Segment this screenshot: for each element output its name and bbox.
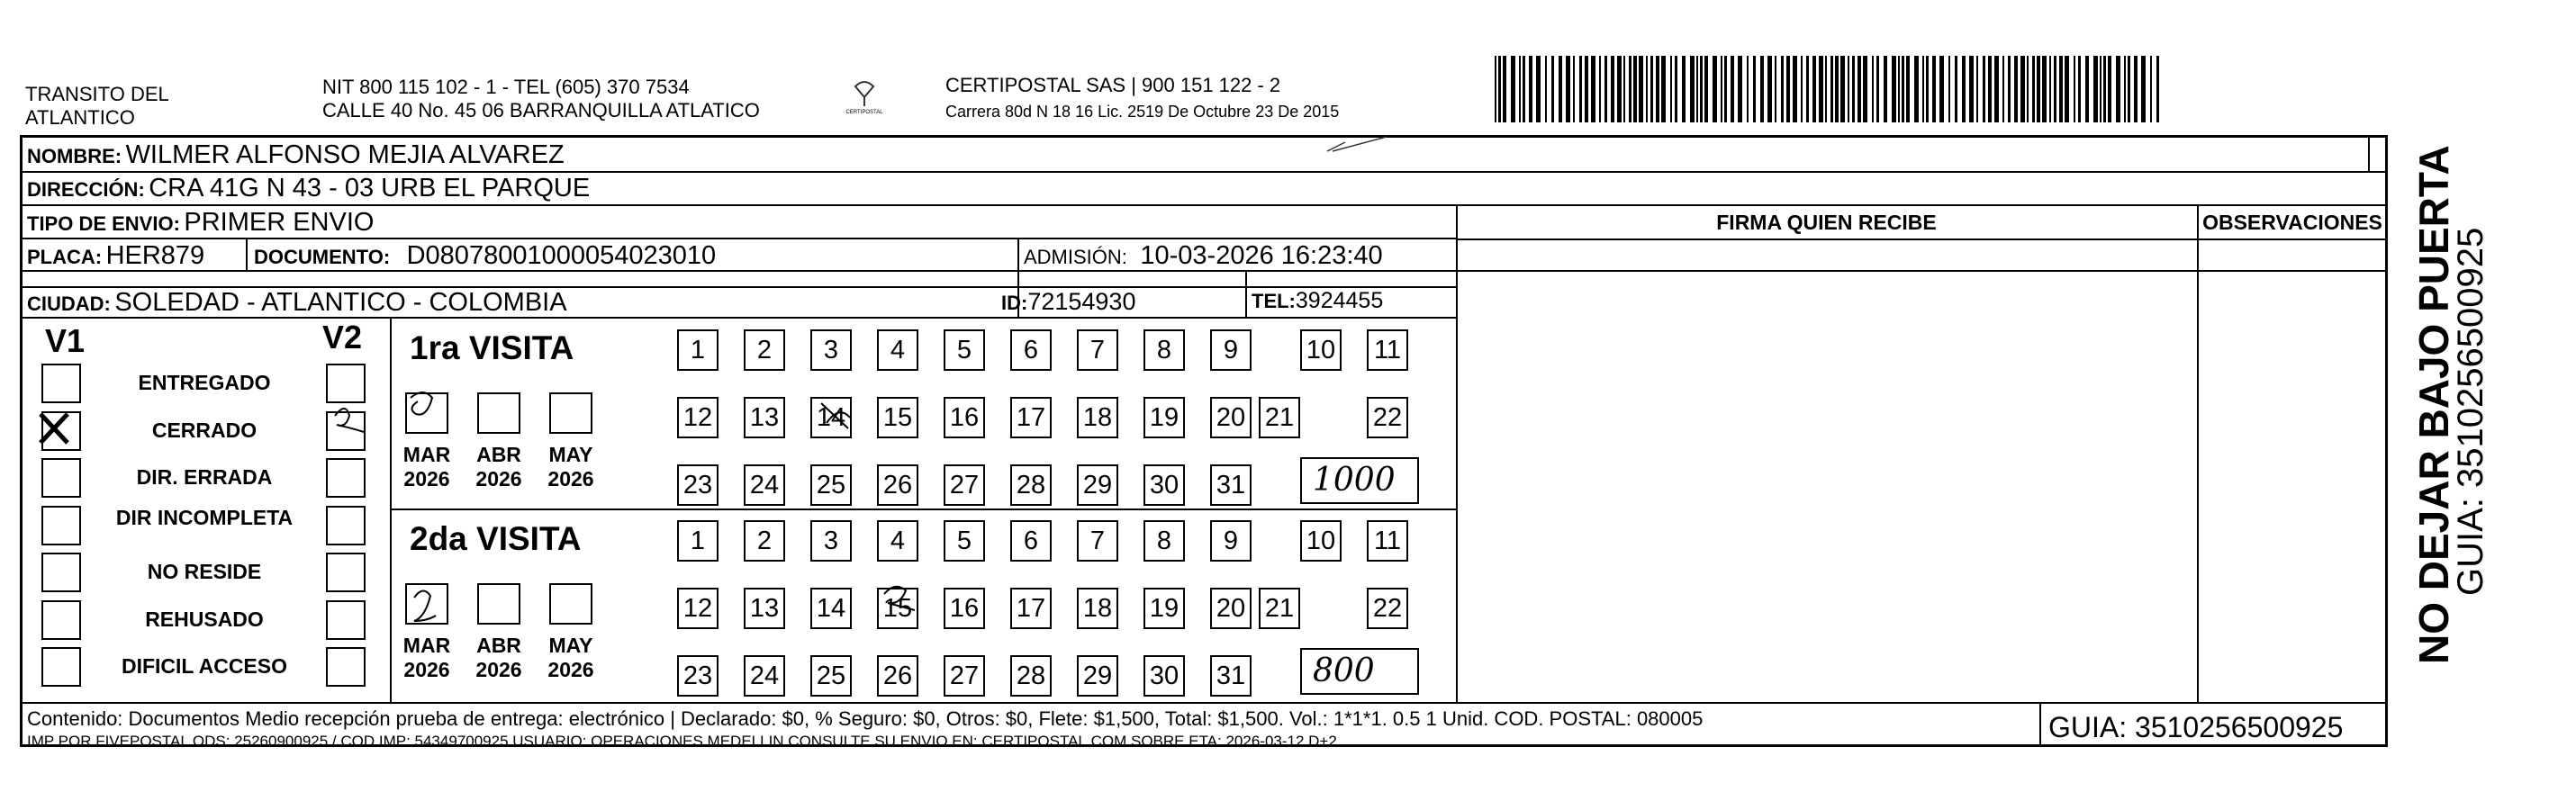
day-box-second-19[interactable]: 19	[1143, 588, 1185, 629]
courier-license: Carrera 80d N 18 16 Lic. 2519 De Octubre 23 De 2015	[945, 103, 1340, 121]
id-value: 72154930	[1027, 288, 1136, 315]
day-box-first-2[interactable]: 2	[744, 329, 785, 371]
day-box-second-2[interactable]: 2	[744, 520, 785, 562]
day-box-first-22[interactable]: 22	[1367, 397, 1408, 438]
month-label-second-mar: MAR 2026	[402, 634, 451, 681]
contenido-line: Contenido: Documentos Medio recepción prueba de entrega: electrónico | Declarado: $0, % Seguro: $0, Otros: $0, Flete: $1,500, Total: $1,500. Vol.: 1*1*1. 0.5 1 Unid. COD. POSTAL: 080005	[27, 707, 1704, 730]
month-label-first-may: MAY 2026	[547, 443, 594, 490]
day-box-second-24[interactable]: 24	[744, 655, 785, 697]
day-box-second-23[interactable]: 23	[677, 655, 719, 697]
status-label-no-reside: NO RESIDE	[147, 560, 262, 583]
day-box-second-17[interactable]: 17	[1010, 588, 1052, 629]
day-box-first-7[interactable]: 7	[1077, 329, 1118, 371]
status-label-dir-errada: DIR. ERRADA	[136, 465, 273, 489]
day-box-second-29[interactable]: 29	[1077, 655, 1118, 697]
status-label-entregado: ENTREGADO	[138, 371, 271, 394]
day-box-first-6[interactable]: 6	[1010, 329, 1052, 371]
placa-value: HER879	[105, 241, 205, 270]
day-box-first-24[interactable]: 24	[744, 464, 785, 506]
day-box-second-30[interactable]: 30	[1143, 655, 1185, 697]
day-box-first-9[interactable]: 9	[1210, 329, 1252, 371]
guia-box: GUIA: 3510256500925	[2048, 711, 2344, 743]
day-box-second-5[interactable]: 5	[944, 520, 985, 562]
first-visit-title: 1ra VISITA	[410, 329, 574, 366]
ciudad-value: SOLEDAD - ATLANTICO - COLOMBIA	[114, 288, 567, 317]
day-box-second-12[interactable]: 12	[677, 588, 719, 629]
handwritten-time-first: 1000	[1313, 462, 1396, 499]
month-label-second-may: MAY 2026	[547, 634, 594, 681]
month-label-first-mar: MAR 2026	[402, 443, 451, 490]
day-box-second-26[interactable]: 26	[877, 655, 918, 697]
day-box-second-8[interactable]: 8	[1143, 520, 1185, 562]
day-box-first-1[interactable]: 1	[677, 329, 719, 371]
v2-scribble	[335, 409, 364, 432]
entity-line2: ATLANTICO	[25, 106, 135, 129]
day-box-second-18[interactable]: 18	[1077, 588, 1118, 629]
day-box-second-6[interactable]: 6	[1010, 520, 1052, 562]
day-box-second-31[interactable]: 31	[1210, 655, 1252, 697]
day-box-second-20[interactable]: 20	[1210, 588, 1252, 629]
day-box-second-4[interactable]: 4	[877, 520, 918, 562]
handwritten-time-second: 800	[1313, 652, 1375, 689]
day-box-first-28[interactable]: 28	[1010, 464, 1052, 506]
day-box-first-18[interactable]: 18	[1077, 397, 1118, 438]
day-box-first-11[interactable]: 11	[1367, 329, 1408, 371]
day-box-second-21[interactable]: 21	[1259, 588, 1300, 629]
side-guia: GUIA: 3510256500925	[2451, 227, 2490, 596]
day-box-first-27[interactable]: 27	[944, 464, 985, 506]
day-box-second-25[interactable]: 25	[810, 655, 852, 697]
day15-scribble	[884, 587, 915, 610]
nombre-label: NOMBRE:	[27, 145, 122, 167]
day-box-second-7[interactable]: 7	[1077, 520, 1118, 562]
documento-value: D08078001000054023010	[406, 241, 717, 270]
month-label-second-abr: ABR 2026	[475, 634, 522, 681]
day-box-second-10[interactable]: 10	[1300, 520, 1342, 562]
placa-label: PLACA:	[27, 246, 103, 268]
tel-label: TEL:	[1252, 290, 1296, 312]
tipo-envio-value: PRIMER ENVIO	[184, 208, 375, 237]
day-box-first-12[interactable]: 12	[677, 397, 719, 438]
name-scribble	[1327, 137, 1387, 151]
day-box-second-16[interactable]: 16	[944, 588, 985, 629]
day-box-first-17[interactable]: 17	[1010, 397, 1052, 438]
day-box-first-19[interactable]: 19	[1143, 397, 1185, 438]
day-box-first-21[interactable]: 21	[1259, 397, 1300, 438]
day-box-second-15[interactable]: 15	[877, 588, 918, 629]
day-box-first-3[interactable]: 3	[810, 329, 852, 371]
ciudad-label: CIUDAD:	[27, 292, 111, 315]
day-box-first-30[interactable]: 30	[1143, 464, 1185, 506]
v1-label: V1	[45, 322, 86, 359]
status-label-dificil-acceso: DIFICIL ACCESO	[121, 654, 287, 678]
admision-value: 10-03-2026 16:23:40	[1140, 241, 1383, 270]
direccion-value: CRA 41G N 43 - 03 URB EL PARQUE	[149, 174, 591, 202]
day-box-second-22[interactable]: 22	[1367, 588, 1408, 629]
day-box-first-5[interactable]: 5	[944, 329, 985, 371]
day-box-first-13[interactable]: 13	[744, 397, 785, 438]
mar-scribble-2	[414, 590, 436, 621]
day-box-second-9[interactable]: 9	[1210, 520, 1252, 562]
logo-text: CERTIPOSTAL	[845, 110, 883, 115]
imp-line: IMP POR FIVEPOSTAL ODS: 25260900925 / COD.IMP: 54349700925 USUARIO: OPERACIONES MEDELLIN CONSULTE SU ENVIO EN: CERTIPOSTAL.COM SOBRE ETA: 2026-03-12 D+2	[27, 733, 1337, 750]
day-box-second-1[interactable]: 1	[677, 520, 719, 562]
month-label-first-abr: ABR 2026	[475, 443, 522, 490]
documento-label: DOCUMENTO:	[254, 246, 391, 268]
day-box-first-8[interactable]: 8	[1143, 329, 1185, 371]
tipo-envio-label: TIPO DE ENVIO:	[27, 212, 180, 235]
cerrado-x-mark	[41, 414, 68, 443]
day-box-first-25[interactable]: 25	[810, 464, 852, 506]
day-box-first-29[interactable]: 29	[1077, 464, 1118, 506]
address-line: CALLE 40 No. 45 06 BARRANQUILLA ATLATICO	[322, 99, 760, 122]
day-box-first-20[interactable]: 20	[1210, 397, 1252, 438]
entity-line1: TRANSITO DEL	[25, 83, 169, 105]
day-box-first-16[interactable]: 16	[944, 397, 985, 438]
observaciones-header: OBSERVACIONES	[2202, 211, 2382, 234]
courier-name: CERTIPOSTAL SAS | 900 151 122 - 2	[945, 74, 1281, 96]
day-box-second-27[interactable]: 27	[944, 655, 985, 697]
day-box-second-28[interactable]: 28	[1010, 655, 1052, 697]
day-box-second-14[interactable]: 14	[810, 588, 852, 629]
no-dejar-warning: NO DEJAR BAJO PUERTA	[2410, 145, 2457, 664]
day-box-second-3[interactable]: 3	[810, 520, 852, 562]
status-label-rehusado: REHUSADO	[145, 607, 264, 631]
id-label: ID:	[1001, 292, 1028, 314]
day-box-first-4[interactable]: 4	[877, 329, 918, 371]
day-box-first-23[interactable]: 23	[677, 464, 719, 506]
v2-label: V2	[322, 319, 363, 356]
day14-scribble	[821, 403, 850, 428]
firma-header: FIRMA QUIEN RECIBE	[1716, 211, 1937, 234]
day-box-second-11[interactable]: 11	[1367, 520, 1408, 562]
day-box-first-26[interactable]: 26	[877, 464, 918, 506]
nombre-value: WILMER ALFONSO MEJIA ALVAREZ	[125, 140, 565, 169]
day-box-second-13[interactable]: 13	[744, 588, 785, 629]
day-box-first-15[interactable]: 15	[877, 397, 918, 438]
admision-label: ADMISIÓN:	[1024, 246, 1127, 268]
status-label-cerrado: CERRADO	[151, 418, 258, 442]
status-label-dir-incompleta: DIR INCOMPLETA	[115, 505, 294, 529]
day-box-first-31[interactable]: 31	[1210, 464, 1252, 506]
mar-scribble-1	[411, 392, 432, 415]
day-box-first-14[interactable]: 14	[810, 397, 852, 438]
day-box-first-10[interactable]: 10	[1300, 329, 1342, 371]
tel-value: 3924455	[1295, 288, 1384, 313]
second-visit-title: 2da VISITA	[410, 520, 582, 557]
nit-line: NIT 800 115 102 - 1 - TEL (605) 370 7534	[322, 76, 690, 98]
direccion-label: DIRECCIÓN:	[27, 178, 145, 201]
